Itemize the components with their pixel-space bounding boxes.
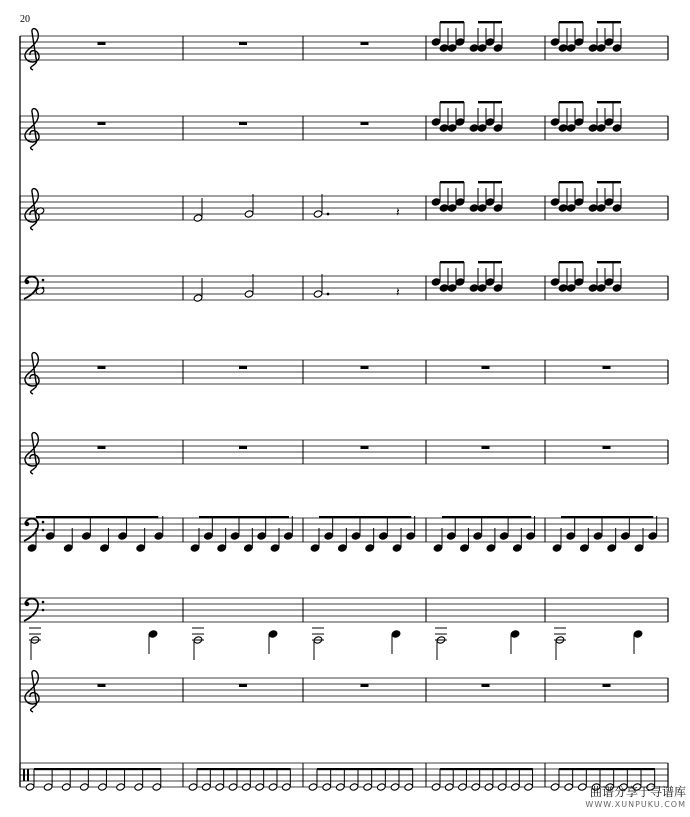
percussion-note: [390, 783, 400, 791]
bass-clef-dot: [42, 609, 45, 612]
percussion-note: [152, 783, 162, 791]
beam: [319, 516, 411, 518]
percussion-note: [349, 783, 359, 791]
eighth-note: [446, 532, 456, 540]
eighth-note: [217, 544, 227, 552]
quarter-note: [633, 630, 643, 638]
eighth-note: [493, 44, 503, 52]
eighth-note: [566, 44, 576, 52]
percussion-note: [444, 783, 454, 791]
staff-system: [20, 598, 668, 660]
eighth-note: [486, 544, 496, 552]
whole-rest: [98, 446, 106, 449]
beam: [559, 101, 583, 103]
staff-system: [20, 516, 668, 552]
bass-clef-dot: [42, 279, 45, 282]
eighth-note: [493, 204, 503, 212]
eighth-note: [473, 532, 483, 540]
percussion-note: [215, 783, 225, 791]
eighth-note: [552, 544, 562, 552]
treble-clef: [25, 109, 39, 150]
percussion-note: [282, 783, 292, 791]
eighth-note: [566, 284, 576, 292]
whole-rest: [603, 684, 611, 687]
eighth-note: [580, 544, 590, 552]
beam: [440, 768, 533, 770]
eighth-note: [588, 204, 598, 212]
eighth-note: [431, 278, 441, 286]
staff-system: [20, 261, 668, 302]
eighth-note: [485, 278, 495, 286]
whole-rest: [98, 366, 106, 369]
percussion-note: [377, 783, 387, 791]
bass-clef-dot: [25, 522, 29, 526]
eighth-note: [612, 204, 622, 212]
eighth-note: [526, 532, 536, 540]
eighth-note: [477, 124, 487, 132]
beam: [478, 101, 502, 103]
eighth-note: [324, 532, 334, 540]
eighth-note: [136, 544, 146, 552]
eighth-note: [574, 198, 584, 206]
percussion-note: [363, 783, 373, 791]
beam: [199, 516, 289, 518]
whole-rest: [239, 122, 247, 125]
treble-clef: [25, 671, 39, 712]
whole-rest: [361, 42, 369, 45]
eighth-note: [244, 544, 254, 552]
eighth-note: [455, 278, 465, 286]
eighth-note: [574, 38, 584, 46]
quarter-note: [148, 630, 158, 638]
percussion-note: [255, 783, 265, 791]
eighth-note: [604, 198, 614, 206]
percussion-note: [322, 783, 332, 791]
percussion-note: [336, 783, 346, 791]
eighth-note: [455, 198, 465, 206]
beam: [559, 21, 583, 23]
whole-rest: [603, 366, 611, 369]
treble-clef: [25, 29, 39, 70]
eighth-note: [82, 532, 92, 540]
eighth-note: [439, 284, 449, 292]
eighth-note: [439, 124, 449, 132]
staff-system: [20, 101, 668, 150]
whole-rest: [239, 366, 247, 369]
eighth-note: [550, 118, 560, 126]
beam: [597, 101, 621, 103]
eighth-note: [604, 38, 614, 46]
eighth-note: [439, 204, 449, 212]
percussion-note: [98, 783, 108, 791]
whole-rest: [603, 446, 611, 449]
eighth-note: [485, 118, 495, 126]
watermark-url: WWW.XUNPUKU.COM: [585, 800, 686, 809]
eighth-note: [477, 44, 487, 52]
eighth-note: [513, 544, 523, 552]
eighth-note: [406, 532, 416, 540]
eighth-note: [550, 38, 560, 46]
eighth-note: [566, 204, 576, 212]
eighth-note: [612, 124, 622, 132]
whole-rest: [239, 684, 247, 687]
eighth-note: [379, 532, 389, 540]
staff-system: [20, 21, 668, 70]
eighth-note: [351, 532, 361, 540]
whole-rest: [361, 122, 369, 125]
beam: [478, 261, 502, 263]
bass-clef-dot: [25, 280, 29, 284]
eighth-note: [485, 38, 495, 46]
eighth-note: [100, 544, 110, 552]
beam: [559, 261, 583, 263]
eighth-note: [45, 532, 55, 540]
eighth-note: [154, 532, 164, 540]
whole-rest: [482, 446, 490, 449]
eighth-note: [447, 44, 457, 52]
percussion-note: [550, 783, 560, 791]
staff-system: [20, 181, 668, 230]
staff-systems: [20, 21, 668, 791]
whole-rest: [361, 366, 369, 369]
half-note: [244, 210, 254, 218]
eighth-note: [338, 544, 348, 552]
quarter-note: [510, 630, 520, 638]
watermark: [585, 783, 686, 809]
eighth-note: [190, 544, 200, 552]
beam: [36, 516, 158, 518]
percussion-note: [116, 783, 126, 791]
eighth-note: [574, 278, 584, 286]
whole-rest: [239, 446, 247, 449]
eighth-note: [604, 118, 614, 126]
beam: [442, 516, 531, 518]
whole-rest: [361, 446, 369, 449]
eighth-note: [648, 532, 658, 540]
percussion-note: [471, 783, 481, 791]
eighth-note: [596, 44, 606, 52]
eighth-note: [558, 284, 568, 292]
eighth-note: [558, 44, 568, 52]
quarter-rest: 𝄽: [396, 205, 400, 219]
eighth-note: [27, 544, 37, 552]
beam: [440, 261, 464, 263]
percussion-note: [242, 783, 252, 791]
eighth-note: [284, 532, 294, 540]
eighth-note: [558, 124, 568, 132]
eighth-note: [365, 544, 375, 552]
eighth-note: [550, 278, 560, 286]
dotted-half-note: [313, 210, 323, 218]
eighth-note: [596, 124, 606, 132]
quarter-note: [268, 630, 278, 638]
eighth-note: [270, 544, 280, 552]
eighth-note: [204, 532, 214, 540]
staff-system: [20, 353, 668, 394]
beam: [559, 181, 583, 183]
eighth-note: [550, 198, 560, 206]
percussion-note: [80, 783, 90, 791]
eighth-note: [634, 544, 644, 552]
percussion-note: [497, 783, 507, 791]
eighth-note: [392, 544, 402, 552]
eighth-note: [230, 532, 240, 540]
bass-clef-dot: [42, 601, 45, 604]
whole-rest: [239, 42, 247, 45]
quarter-rest: 𝄽: [396, 285, 400, 299]
beam: [597, 181, 621, 183]
measure-number: 20: [20, 14, 30, 25]
treble-clef: [25, 353, 39, 394]
beam: [559, 768, 655, 770]
eighth-note: [469, 284, 479, 292]
percussion-note: [511, 783, 521, 791]
eighth-note: [493, 284, 503, 292]
augmentation-dot: [327, 213, 330, 216]
eighth-note: [63, 544, 73, 552]
staff-system: [20, 433, 668, 474]
eighth-note: [485, 198, 495, 206]
eighth-note: [433, 544, 443, 552]
eighth-note: [499, 532, 509, 540]
percussion-note: [564, 783, 574, 791]
percussion-note: [43, 783, 53, 791]
eighth-note: [447, 284, 457, 292]
eighth-note: [558, 204, 568, 212]
eighth-note: [447, 204, 457, 212]
eighth-note: [596, 284, 606, 292]
eighth-note: [607, 544, 617, 552]
whole-rest: [482, 366, 490, 369]
quarter-note: [391, 630, 401, 638]
eighth-note: [574, 118, 584, 126]
percussion-note: [458, 783, 468, 791]
eighth-note: [477, 284, 487, 292]
eighth-note: [431, 38, 441, 46]
beam: [317, 768, 413, 770]
half-note: [193, 214, 203, 222]
beam: [597, 21, 621, 23]
percussion-note: [268, 783, 278, 791]
eighth-note: [469, 44, 479, 52]
whole-rest: [361, 684, 369, 687]
percussion-note: [524, 783, 534, 791]
percussion-note: [308, 783, 318, 791]
whole-rest: [98, 42, 106, 45]
eighth-note: [439, 44, 449, 52]
percussion-note: [25, 783, 35, 791]
beam: [197, 768, 291, 770]
staff-system: [20, 763, 668, 791]
eighth-note: [257, 532, 267, 540]
eighth-note: [593, 532, 603, 540]
eighth-note: [604, 278, 614, 286]
eighth-note: [431, 198, 441, 206]
percussion-note: [202, 783, 212, 791]
beam: [34, 768, 161, 770]
percussion-note: [61, 783, 71, 791]
eighth-note: [621, 532, 631, 540]
beam: [440, 181, 464, 183]
percussion-note: [404, 783, 414, 791]
percussion-note: [228, 783, 238, 791]
beam: [478, 181, 502, 183]
percussion-note: [134, 783, 144, 791]
beam: [478, 21, 502, 23]
eighth-note: [455, 118, 465, 126]
eighth-note: [612, 44, 622, 52]
percussion-note: [188, 783, 198, 791]
eighth-note: [596, 204, 606, 212]
eighth-note: [588, 44, 598, 52]
whole-rest: [98, 684, 106, 687]
half-note: [244, 290, 254, 298]
beam: [440, 21, 464, 23]
bass-clef-dot: [42, 521, 45, 524]
treble-clef: [25, 433, 39, 474]
augmentation-dot: [327, 293, 330, 296]
watermark-site-name: 曲谱分享于寻谱库: [589, 785, 686, 799]
eighth-note: [310, 544, 320, 552]
beam: [561, 516, 653, 518]
eighth-note: [588, 124, 598, 132]
bass-clef-dot: [25, 602, 29, 606]
percussion-note: [484, 783, 494, 791]
beam: [440, 101, 464, 103]
whole-rest: [482, 684, 490, 687]
dotted-half-note: [313, 290, 323, 298]
eighth-note: [455, 38, 465, 46]
eighth-note: [431, 118, 441, 126]
whole-rest: [98, 122, 106, 125]
eighth-note: [588, 284, 598, 292]
half-note: [193, 294, 203, 302]
eighth-note: [469, 204, 479, 212]
eighth-note: [469, 124, 479, 132]
eighth-note: [566, 124, 576, 132]
eighth-note: [460, 544, 470, 552]
eighth-note: [612, 284, 622, 292]
eighth-note: [566, 532, 576, 540]
beam: [597, 261, 621, 263]
eighth-note: [118, 532, 128, 540]
eighth-note: [447, 124, 457, 132]
eighth-note: [493, 124, 503, 132]
bass-clef-dot: [42, 529, 45, 532]
percussion-note: [431, 783, 441, 791]
staff-system: [20, 671, 668, 712]
eighth-note: [477, 204, 487, 212]
